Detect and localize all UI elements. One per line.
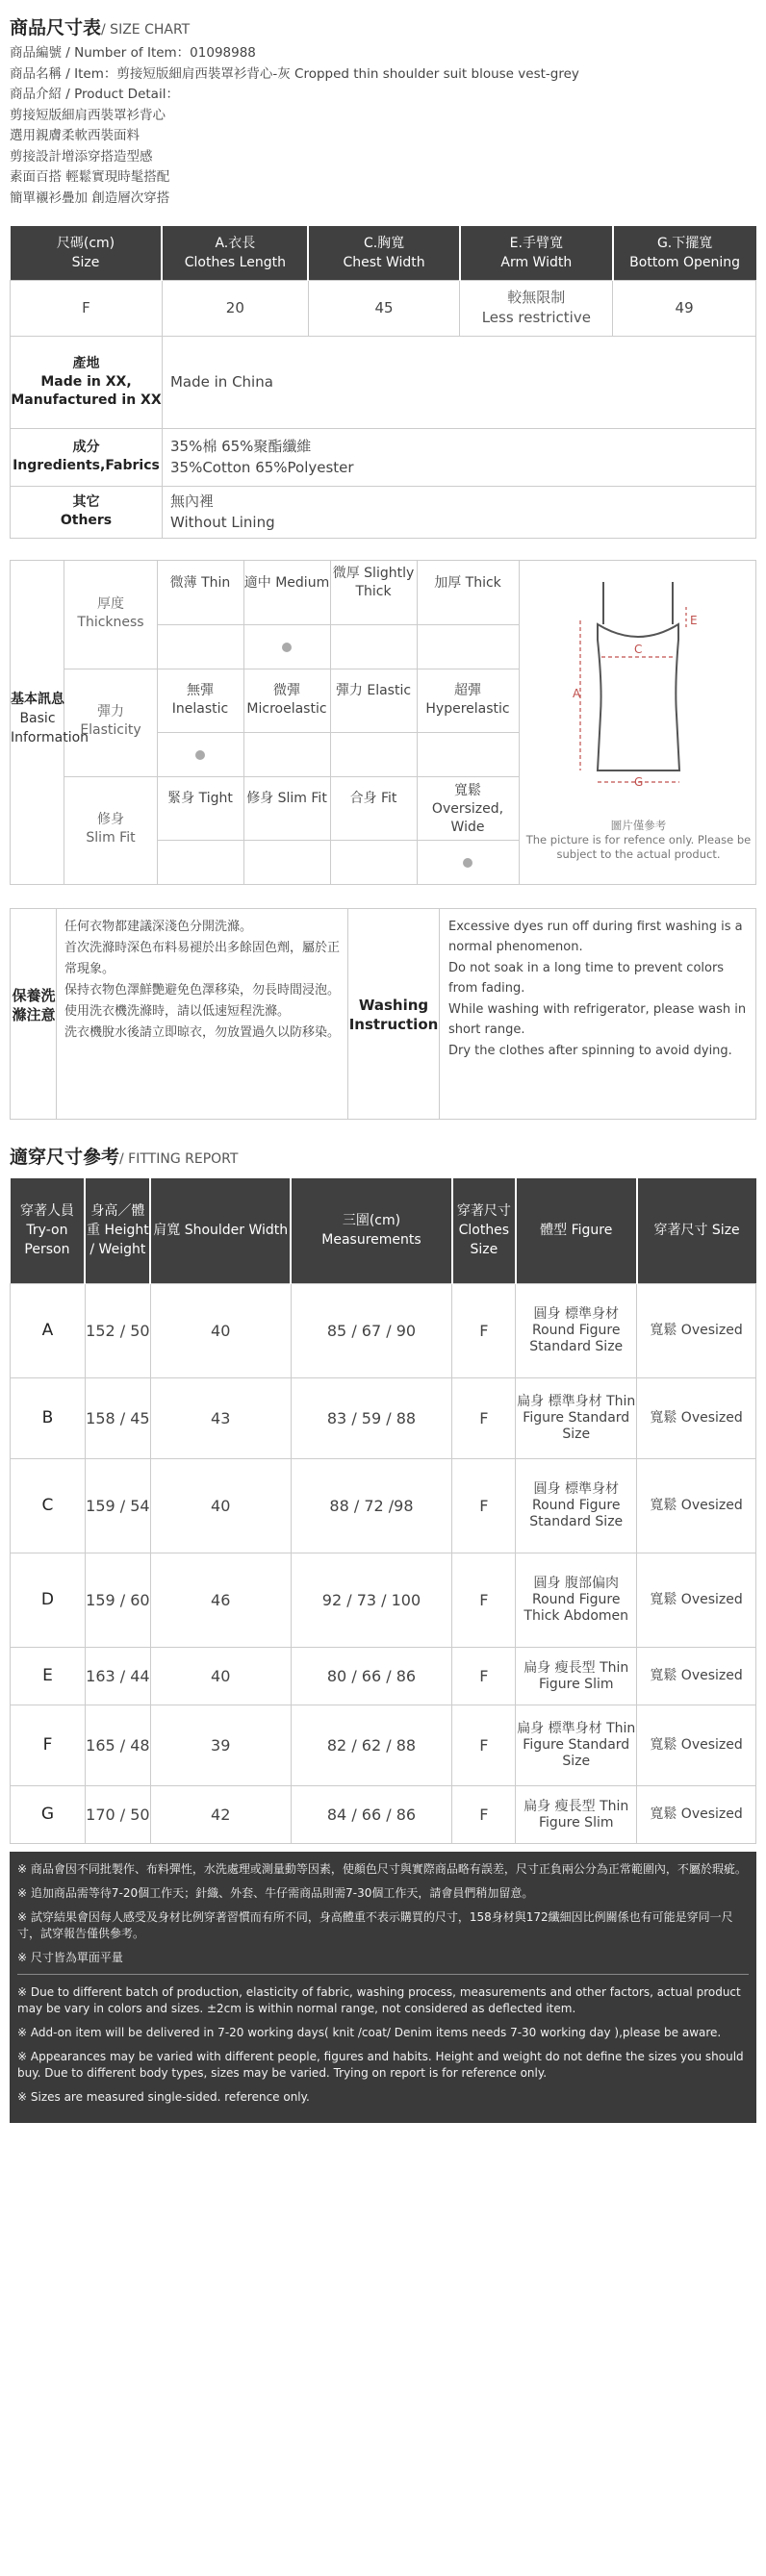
fit-cell: 寬鬆 Ovesized [637, 1648, 756, 1705]
fit-cell: 寬鬆 Ovesized [637, 1459, 756, 1553]
fit-option: 合身 Fit [349, 790, 397, 806]
measurements-cell: 80 / 66 / 86 [291, 1648, 452, 1705]
basic-info-label [11, 561, 89, 884]
arm-en: Less restrictive [481, 309, 591, 326]
label-zh: 彈力 [97, 703, 124, 720]
height-weight-cell: 158 / 45 [85, 1378, 150, 1459]
detail-line: 簡單襯衫疊加 創造層次穿搭 [10, 189, 170, 206]
thickness-label [64, 595, 157, 632]
thickness-option: 微薄 Thin [169, 574, 231, 591]
fitting-row [11, 1648, 756, 1705]
elasticity-option: 微彈 Microelastic [246, 682, 327, 717]
header-chest [308, 226, 460, 280]
product-header [10, 0, 756, 209]
others-zh: 無內裡 [169, 492, 214, 510]
label-c: C [634, 642, 643, 656]
header-clothes-size: 穿著尺寸 Clothes Size [452, 1178, 516, 1284]
others-label-en: Others [60, 513, 113, 528]
washing-zh-list [64, 917, 344, 1044]
size-table [10, 226, 756, 539]
note-zh: ※ 商品會因不同批製作、布料彈性，水洗處理或測量動等因素，使顏色尺寸與實際商品略有誤差，尺寸正負兩公分為正常範圍內，不屬於瑕疵。 [17, 1862, 747, 1876]
others-label-zh: 其它 [72, 494, 100, 510]
header-bottom [613, 226, 756, 280]
fitting-body [11, 1284, 756, 1844]
fit-option: 緊身 Tight [167, 790, 233, 806]
washing-label-en-box [347, 909, 440, 1119]
size-value: F [11, 280, 163, 336]
notes-panel [10, 1852, 756, 2123]
label-en: Slim Fit [86, 829, 136, 846]
figure-cell: 扁身 瘦長型 Thin Figure Slim [516, 1786, 637, 1844]
height-weight-cell: 159 / 54 [85, 1459, 150, 1553]
divider [157, 561, 158, 884]
measurements-cell: 84 / 66 / 86 [291, 1786, 452, 1844]
fabric-label [11, 428, 163, 486]
detail-line: 剪接設計增添穿搭造型感 [10, 148, 153, 164]
header-zh: A.衣長 [215, 235, 256, 251]
label-en: Thickness [77, 614, 144, 630]
fabric-zh: 35%棉 65%聚酯纖維 [169, 438, 312, 455]
fitting-title-en: / FITTING REPORT [119, 1150, 239, 1167]
attribute-grid [64, 561, 520, 884]
measurements-cell: 88 / 72 /98 [291, 1459, 452, 1553]
origin-value: Made in China [162, 336, 755, 428]
thickness-option: 微厚 Slightly Thick [332, 565, 415, 599]
fitting-row [11, 1553, 756, 1648]
washing-en-item: While washing with refrigerator, please wash in short range. [448, 1001, 747, 1037]
basic-info-zh: 基本訊息 [11, 691, 64, 707]
detail-line: 剪接短版細肩西裝罩衫背心 [10, 107, 166, 123]
origin-label [11, 336, 163, 428]
shoulder-cell: 40 [150, 1284, 291, 1378]
notes-divider [17, 1974, 749, 1975]
clothes-size-cell: F [452, 1648, 516, 1705]
figure-cell: 圓身 標準身材 Round Figure Standard Size [516, 1284, 637, 1378]
note-zh: ※ 追加商品需等待7-20個工作天；針織、外套、牛仔需商品則需7-30個工作天，請會員們稍加留意。 [17, 1886, 534, 1900]
label-zh: 修身 [97, 811, 124, 827]
header-en: Arm Width [500, 254, 573, 270]
origin-label-zh: 產地 [72, 355, 100, 371]
washing-zh-item: 洗衣機脫水後請立即晾衣，勿放置過久以防移染。 [64, 1024, 341, 1040]
height-weight-cell: 170 / 50 [85, 1786, 150, 1844]
washing-zh-item: 保持衣物色澤鮮艷避免色澤移染，勿長時間浸泡。 [64, 982, 341, 998]
washing-en-item: Do not soak in a long time to prevent colors from fading. [448, 960, 725, 996]
title-zh: 商品尺寸表 [10, 17, 102, 38]
fabric-label-en: Ingredients,Fabrics [13, 458, 160, 473]
fit-cell: 寬鬆 Ovesized [637, 1553, 756, 1648]
elasticity-selected-dot [195, 750, 205, 760]
person-cell: C [11, 1459, 86, 1553]
title-en: / SIZE CHART [101, 22, 191, 38]
detail-line: 素面百搭 輕鬆實現時髦搭配 [10, 169, 170, 185]
header-size [11, 226, 163, 280]
note-en: ※ Sizes are measured single-sided. reference only. [17, 2090, 310, 2104]
label-zh: 厚度 [97, 595, 124, 612]
thickness-option: 適中 Medium [243, 574, 330, 591]
washing-label-zh: 保養洗滌注意 [12, 986, 56, 1023]
fitting-row [11, 1705, 756, 1786]
thickness-option: 加厚 Thick [434, 574, 501, 591]
person-cell: D [11, 1553, 86, 1648]
others-en: Without Lining [169, 514, 275, 531]
clothes-size-cell: F [452, 1378, 516, 1459]
fitting-title [10, 1143, 756, 1169]
arm-zh: 較無限制 [507, 289, 566, 306]
elasticity-option: 彈力 Elastic [335, 682, 412, 698]
clothes-size-cell: F [452, 1786, 516, 1844]
washing-en-item: Dry the clothes after spinning to avoid dying. [448, 1043, 732, 1058]
fabric-value [162, 428, 755, 486]
person-cell: F [11, 1705, 86, 1786]
fabric-row [11, 428, 756, 486]
figure-cell: 扁身 瘦長型 Thin Figure Slim [516, 1648, 637, 1705]
clothes-size-cell: F [452, 1705, 516, 1786]
washing-panel [10, 908, 756, 1120]
note-en: ※ Due to different batch of production, elasticity of fabric, washing process, measurements and other factors, actual product may be vary in colors and sizes. ±2cm is within normal range, not considered as deflected item. [17, 1985, 741, 2015]
elasticity-option: 超彈 Hyperelastic [425, 682, 510, 717]
header-figure: 體型 Figure [516, 1178, 637, 1284]
person-cell: G [11, 1786, 86, 1844]
header-shoulder: 肩寬 Shoulder Width [150, 1178, 291, 1284]
item-name: 商品名稱 / Item：剪接短版細肩西裝罩衫背心-灰 Cropped thin shoulder suit blouse vest-grey [10, 65, 579, 82]
chest-value: 45 [308, 280, 460, 336]
header-size: 穿著尺寸 Size [637, 1178, 756, 1284]
person-cell: B [11, 1378, 86, 1459]
bottom-value: 49 [613, 280, 756, 336]
height-weight-cell: 165 / 48 [85, 1705, 150, 1786]
diagram-caption [521, 819, 756, 862]
divider [330, 561, 331, 884]
elasticity-option: 無彈 Inelastic [171, 682, 229, 717]
height-weight-cell: 159 / 60 [85, 1553, 150, 1648]
shoulder-cell: 40 [150, 1459, 291, 1553]
fit-cell: 寬鬆 Ovesized [637, 1284, 756, 1378]
header-en: Size [71, 254, 100, 270]
washing-en-item: Excessive dyes run off during first washing is a normal phenomenon. [448, 919, 743, 954]
shoulder-cell: 40 [150, 1648, 291, 1705]
label-g: G [634, 774, 644, 789]
divider [157, 732, 520, 733]
thickness-selected-dot [282, 643, 292, 652]
measurements-cell: 92 / 73 / 100 [291, 1553, 452, 1648]
header-zh: C.胸寬 [363, 235, 405, 251]
fit-selected-dot [463, 858, 472, 868]
fitting-title-zh: 適穿尺寸參考 [10, 1146, 120, 1168]
washing-zh-item: 使用洗衣機洗滌時，請以低速短程洗滌。 [64, 1003, 291, 1019]
fit-option: 修身 Slim Fit [246, 790, 327, 806]
header-en: Clothes Length [184, 254, 286, 270]
height-weight-cell: 152 / 50 [85, 1284, 150, 1378]
divider [243, 561, 244, 884]
fitting-row [11, 1378, 756, 1459]
fitting-row [11, 1459, 756, 1553]
clothes-size-cell: F [452, 1553, 516, 1648]
basic-info-panel [10, 560, 756, 885]
measurements-cell: 82 / 62 / 88 [291, 1705, 452, 1786]
size-row [11, 280, 756, 336]
washing-zh-item: 首次洗滌時深色布料易褪於出多餘固色劑，屬於正常現象。 [64, 940, 341, 976]
fabric-label-zh: 成分 [72, 440, 100, 455]
header-length [162, 226, 308, 280]
fit-option: 寬鬆 Oversized, Wide [431, 782, 504, 835]
height-weight-cell: 163 / 44 [85, 1648, 150, 1705]
header-en: Bottom Opening [629, 254, 741, 270]
figure-cell: 圓身 腹部偏肉 Round Figure Thick Abdomen [516, 1553, 637, 1648]
header-zh: E.手臂寬 [509, 235, 563, 251]
fit-label [64, 811, 157, 847]
header-person: 穿著人員 Try-on Person [11, 1178, 86, 1284]
shoulder-cell: 42 [150, 1786, 291, 1844]
figure-cell: 扁身 標準身材 Thin Figure Standard Size [516, 1705, 637, 1786]
basic-info-en: Basic Information [11, 710, 89, 745]
divider [64, 776, 520, 777]
header-height-weight: 身高／體重 Height / Weight [85, 1178, 150, 1284]
header-zh: 尺碼(cm) [56, 235, 115, 251]
washing-label-zh-box [11, 909, 57, 1119]
shoulder-cell: 39 [150, 1705, 291, 1786]
item-number: 商品編號 / Number of Item：01098988 [10, 45, 256, 61]
fitting-header [11, 1178, 756, 1284]
product-info [10, 43, 756, 209]
header-arm [460, 226, 613, 280]
arm-value [460, 280, 613, 336]
fit-cell: 寬鬆 Ovesized [637, 1705, 756, 1786]
origin-row [11, 336, 756, 428]
clothes-size-cell: F [452, 1284, 516, 1378]
others-row [11, 486, 756, 538]
fit-cell: 寬鬆 Ovesized [637, 1786, 756, 1844]
garment-diagram [521, 561, 756, 884]
length-value: 20 [162, 280, 308, 336]
detail-label: 商品介紹 / Product Detail： [10, 87, 179, 102]
shoulder-cell: 43 [150, 1378, 291, 1459]
note-en: ※ Appearances may be varied with different people, figures and habits. Height and weight do not define the sizes you should buy. Due to different body types, sizes may be varied. Trying on report is for reference only. [17, 2050, 744, 2080]
fitting-row [11, 1786, 756, 1844]
elasticity-label [64, 703, 157, 740]
person-cell: E [11, 1648, 86, 1705]
fit-cell: 寬鬆 Ovesized [637, 1378, 756, 1459]
fitting-table [10, 1178, 756, 1845]
header-zh: G.下擺寬 [656, 235, 713, 251]
measurements-cell: 85 / 67 / 90 [291, 1284, 452, 1378]
tank-top-illustration [521, 561, 756, 819]
label-en: Elasticity [80, 721, 141, 738]
divider [157, 840, 520, 841]
others-label [11, 486, 163, 538]
note-en: ※ Add-on item will be delivered in 7-20 working days( knit /coat/ Denim items needs 7-30 working day ),please be aware. [17, 2026, 722, 2039]
fabric-en: 35%Cotton 65%Polyester [169, 459, 354, 476]
note-zh: ※ 尺寸皆為單面平量 [17, 1951, 123, 1964]
origin-label-en: Made in XX, Manufactured in XX [11, 373, 162, 408]
washing-en-list [448, 917, 752, 1062]
person-cell: A [11, 1284, 86, 1378]
fitting-row [11, 1284, 756, 1378]
washing-label-en: Washing Instruction [348, 996, 439, 1033]
washing-zh-item: 任何衣物都建議深淺色分開洗滌。 [64, 919, 253, 934]
label-e: E [690, 613, 698, 627]
size-table-header [11, 226, 756, 280]
divider [519, 561, 520, 884]
divider [157, 624, 520, 625]
shoulder-cell: 46 [150, 1553, 291, 1648]
header-en: Chest Width [343, 254, 425, 270]
header-measurements: 三圍(cm) Measurements [291, 1178, 452, 1284]
clothes-size-cell: F [452, 1459, 516, 1553]
basic-info-label-text [11, 690, 89, 747]
figure-cell: 圓身 標準身材 Round Figure Standard Size [516, 1459, 637, 1553]
detail-line: 選用親膚柔軟西裝面料 [10, 128, 140, 143]
measurements-cell: 83 / 59 / 88 [291, 1378, 452, 1459]
caption-zh: 圖片僅參考 [610, 818, 667, 832]
others-value [162, 486, 755, 538]
figure-cell: 扁身 標準身材 Thin Figure Standard Size [516, 1378, 637, 1459]
caption-en: The picture is for refence only. Please be subject to the actual product. [525, 832, 752, 861]
size-chart-title [10, 13, 756, 39]
note-zh: ※ 試穿結果會因每人感受及身材比例穿著習慣而有所不同，身高體重不表示購買的尺寸，158身材與172纖細因比例關係也有可能是穿同一尺寸，試穿報告僅供參考。 [17, 1910, 733, 1940]
label-a: A [573, 686, 581, 700]
